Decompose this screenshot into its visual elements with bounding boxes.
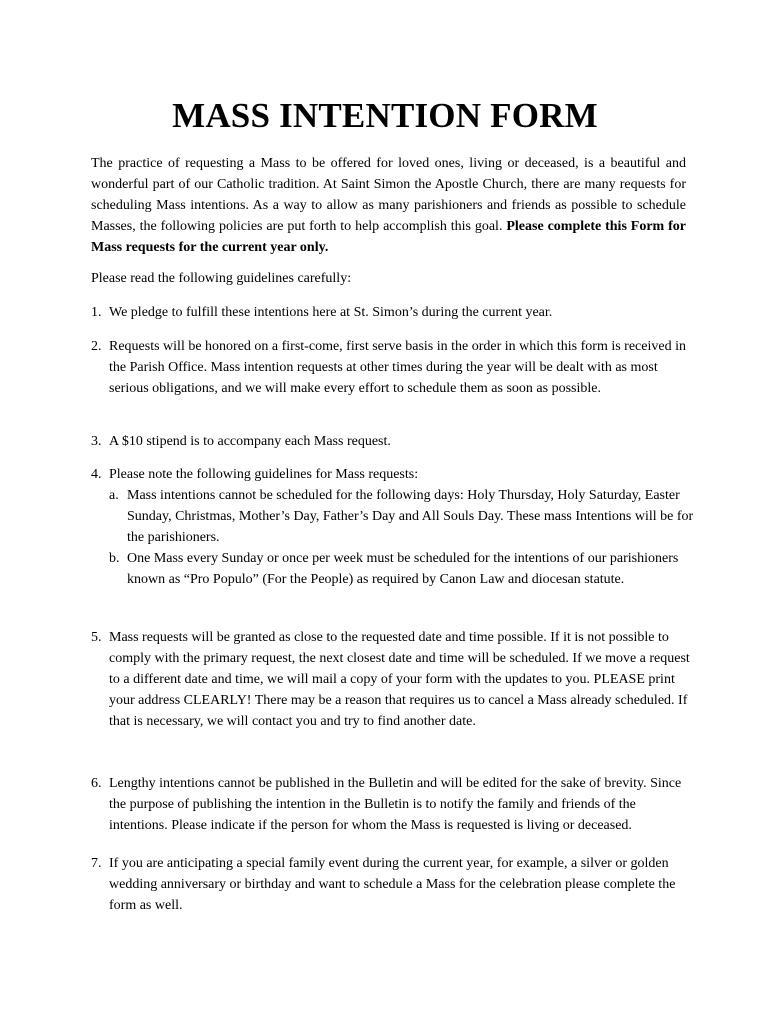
guidelines-heading: Please read the following guidelines carefully: [91,271,352,286]
list-item-6 [91,773,696,836]
list-item-text: If you are anticipating a special family event during the current year, for example, a silver or golden wedding anniversary or birthday and want to schedule a Mass for the celebration please complete the form as well. [109,856,676,913]
list-item-3 [91,431,696,452]
list-item-text: We pledge to fulfill these intentions here at St. Simon’s during the current year. [109,305,553,320]
list-item-text: Lengthy intentions cannot be published in the Bulletin and will be edited for the sake of brevity. Since the purpose of publishing the intention in the Bulletin is to notify the family and friends of the intentions. Please indicate if the person for whom the Mass is requested is living or deceased. [109,776,682,833]
list-item-number: 5. [91,630,102,645]
list-item-text: Please note the following guidelines for Mass requests: [109,467,419,482]
list-item-text: Mass requests will be granted as close to the requested date and time possible. If it is not possible to comply with the primary request, the next closest date and time will be scheduled. If we move a request to a different date and time, we will mail a copy of your form with the updates to you. PLEASE print your address CLEARLY! There may be a reason that requires us to cancel a Mass already scheduled. If that is necessary, we will contact you and try to find another date. [109,630,690,729]
list-item-2 [91,336,696,399]
list-item-4 [91,464,696,590]
sub-item-text: Mass intentions cannot be scheduled for the following days: Holy Thursday, Holy Saturday, Easter Sunday, Christmas, Mother’s Day, Father’s Day and All Souls Day. These mass Intentions will be for the parishioners. [127,488,694,545]
intro-text: The practice of requesting a Mass to be offered for loved ones, living or deceased, is a beautiful and wonderful part of our Catholic tradition. At Saint Simon the Apostle Church, there are many requests for scheduling Mass intentions. As a way to allow as many parishioners and friends as possible to schedule Masses, the following policies are put forth to help accomplish this goal. [91,156,686,234]
list-item-number: 7. [91,856,102,871]
intro-paragraph [91,153,686,258]
list-item-1 [91,302,696,323]
sub-item-letter: b. [109,551,120,566]
list-item-number: 3. [91,434,102,449]
sub-item-a [109,485,696,548]
list-item-number: 2. [91,339,102,354]
sub-item-b [109,548,696,590]
list-item-7 [91,853,696,916]
list-item-5 [91,627,696,732]
list-item-number: 6. [91,776,102,791]
intro-bold-instruction: Please complete this Form for Mass requests for the current year only. [91,219,686,255]
sub-item-letter: a. [109,488,119,503]
list-item-text: Requests will be honored on a first-come, first serve basis in the order in which this form is received in the Parish Office. Mass intention requests at other times during the year will be dealt with as most serious obligations, and we will make every effort to schedule them as soon as possible. [109,339,686,396]
list-item-number: 1. [91,305,102,320]
list-item-number: 4. [91,467,102,482]
page-title: MASS INTENTION FORM [172,96,598,135]
sub-item-text: One Mass every Sunday or once per week must be scheduled for the intentions of our parishioners known as “Pro Populo” (For the People) as required by Canon Law and diocesan statute. [127,551,679,587]
list-item-text: A $10 stipend is to accompany each Mass request. [109,434,391,449]
